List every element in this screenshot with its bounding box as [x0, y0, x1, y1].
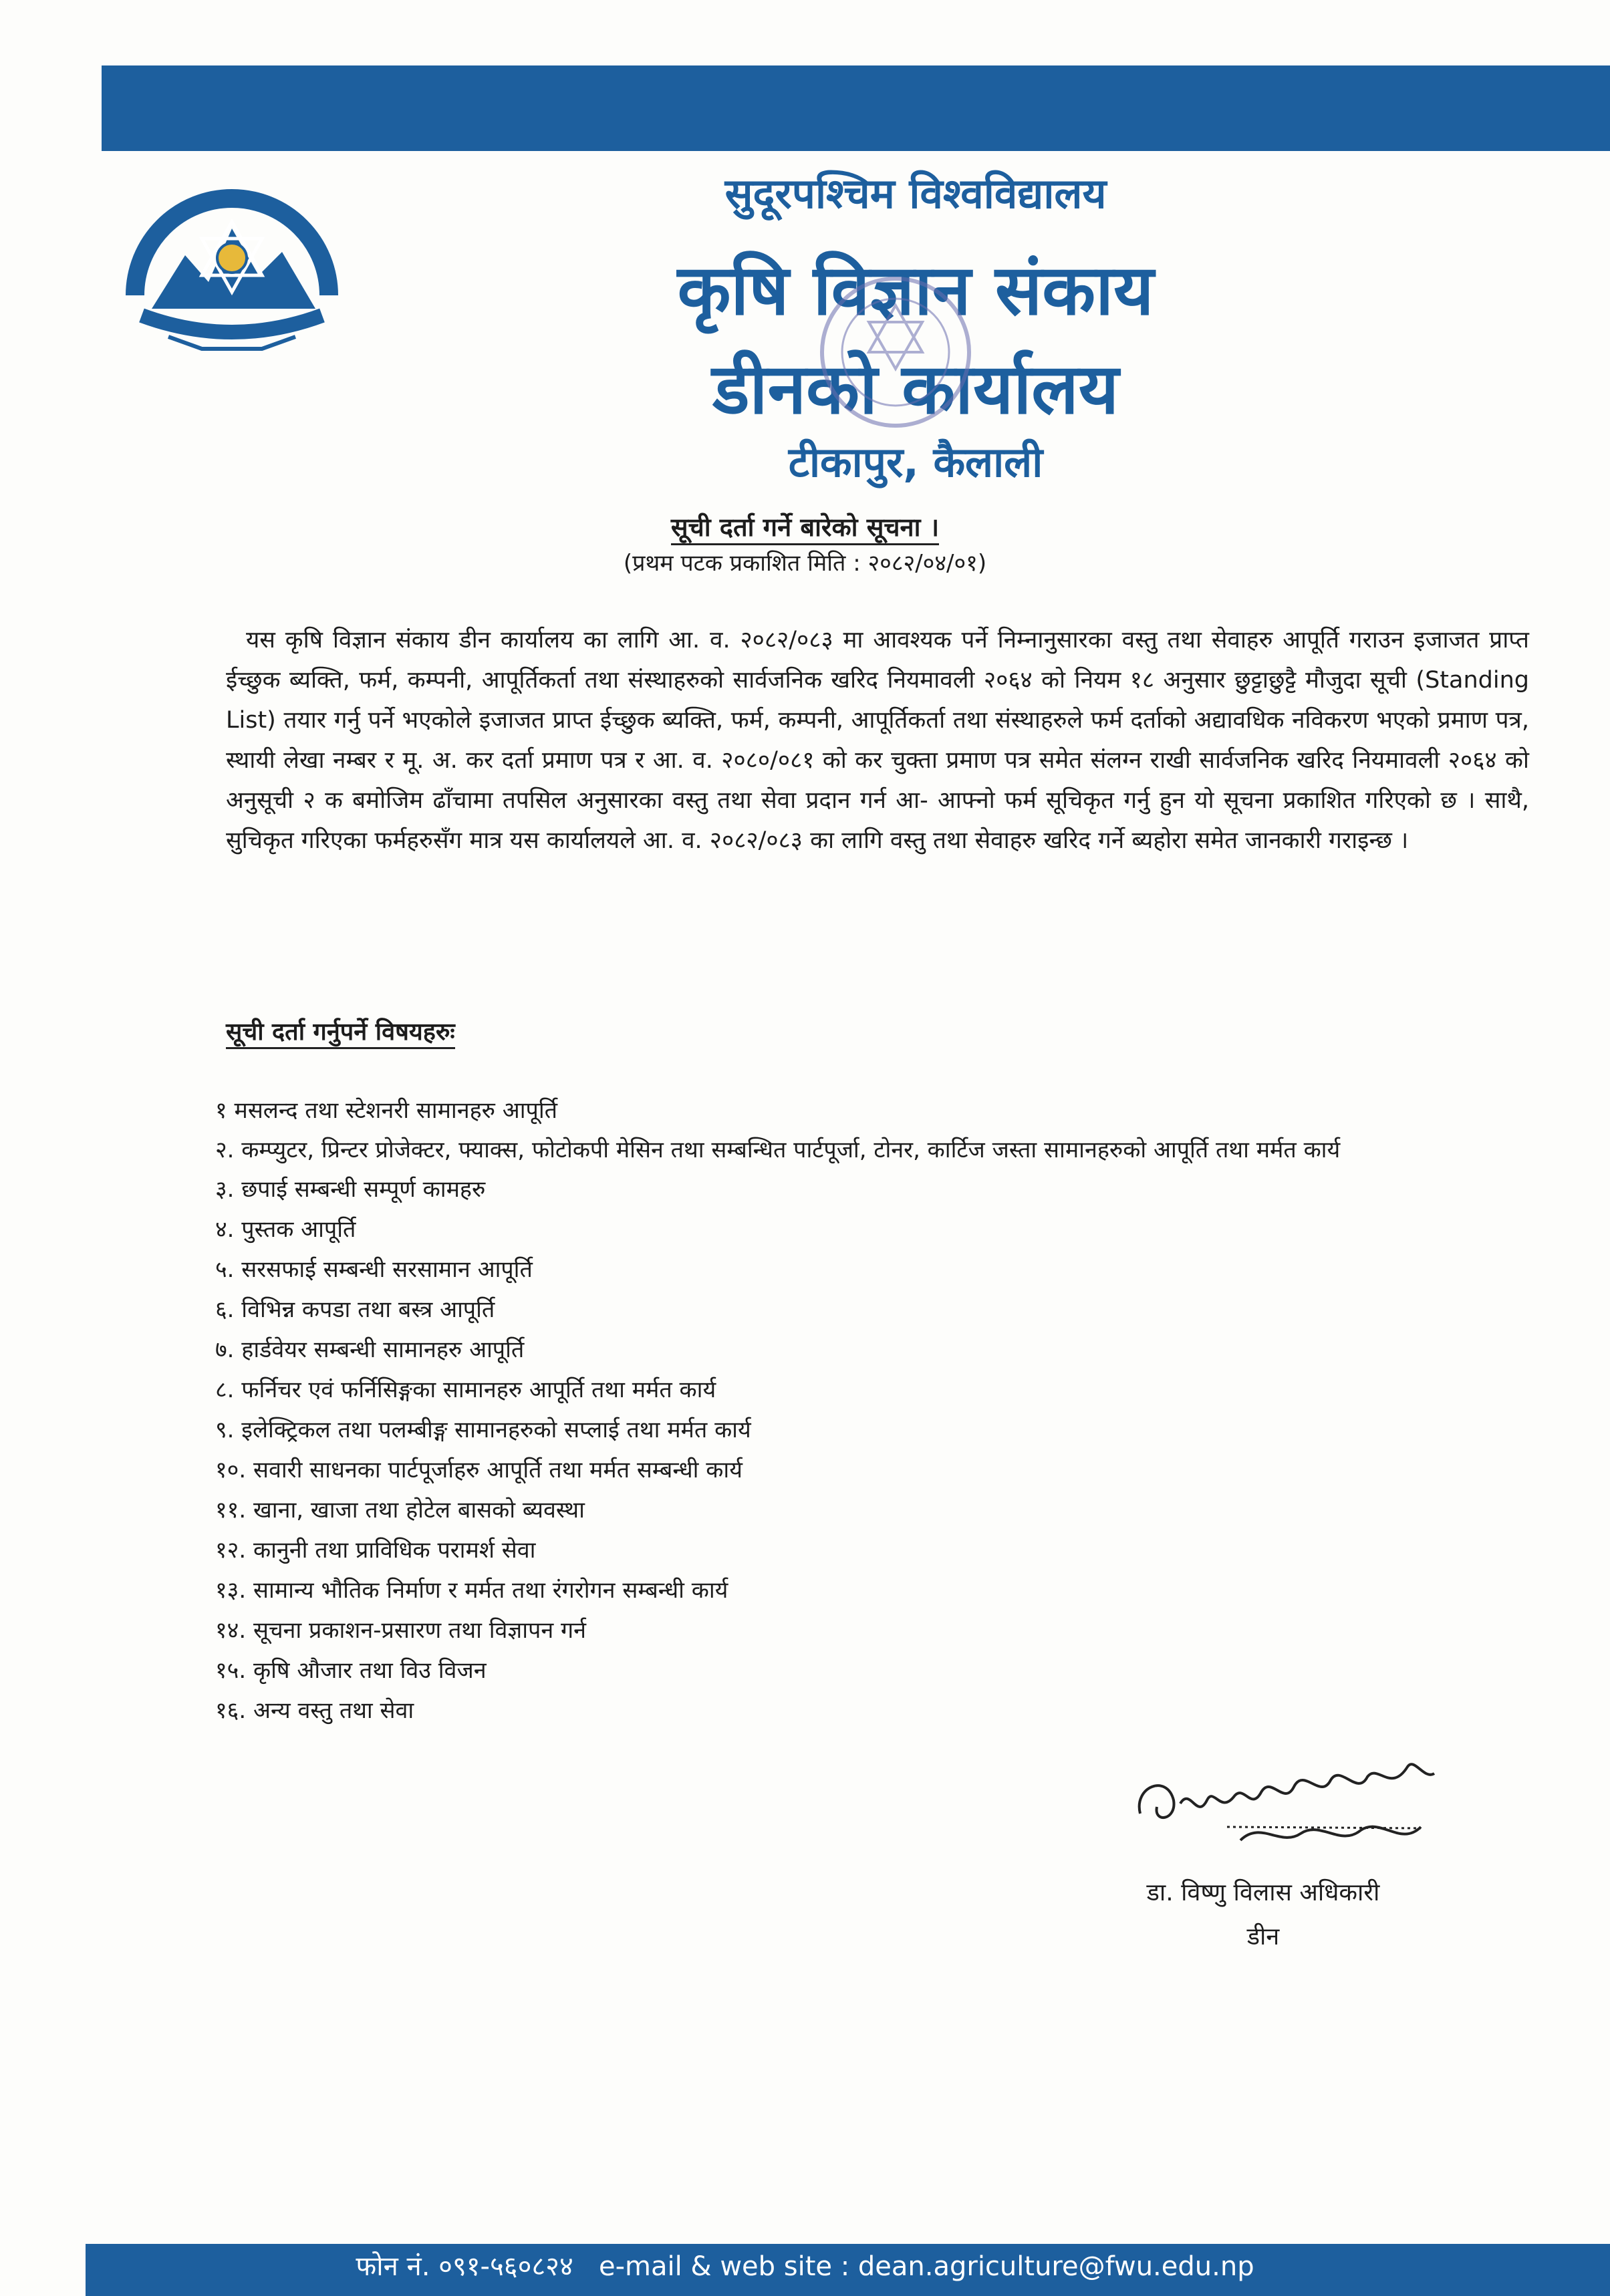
footer-phone: फोन नं. ०९१-५६०८२४: [356, 2251, 573, 2282]
notice-title: सूची दर्ता गर्ने बारेको सूचना ।: [0, 509, 1610, 544]
list-item: २. कम्प्युटर, प्रिन्टर प्रोजेक्टर, फ्याक्स, फोटोकपी मेसिन तथा सम्बन्धित पार्टपूर्जा, टोनर, कार्टिज जस्ता सामानहरुको आपूर्ति तथा मर्मत कार्य: [215, 1137, 1341, 1163]
category-list: [215, 1091, 1351, 1731]
signatory-name: डा. विष्णु विलास अधिकारी: [1146, 1879, 1380, 1906]
list-item: १ मसलन्द तथा स्टेशनरी सामानहरु आपूर्ति: [215, 1097, 558, 1124]
list-item: ११. खाना, खाजा तथा होटेल बासको ब्यवस्था: [215, 1497, 585, 1524]
office-name: डीनको कार्यालय: [712, 348, 1119, 430]
list-item: १६. अन्य वस्तु तथा सेवा: [215, 1697, 414, 1724]
list-item: ६. विभिन्न कपडा तथा बस्त्र आपूर्ति: [215, 1296, 495, 1323]
list-item: १३. सामान्य भौतिक निर्माण र मर्मत तथा रंगरोगन सम्बन्धी कार्य: [215, 1577, 728, 1604]
faculty-name: कृषि विज्ञान संकाय: [677, 249, 1154, 331]
header-band: [102, 65, 1610, 151]
list-heading: सूची दर्ता गर्नुपर्ने विषयहरुः: [226, 1014, 455, 1047]
notice-publish-date: (प्रथम पटक प्रकाशित मिति : २०८२/०४/०१): [623, 550, 987, 577]
list-item: ५. सरसफाई सम्बन्धी सरसामान आपूर्ति: [215, 1256, 533, 1283]
university-logo: [122, 182, 342, 357]
list-item: ८. फर्निचर एवं फर्निसिङ्गका सामानहरु आपूर्ति तथा मर्मत कार्य: [215, 1377, 716, 1403]
university-name: सुदूरपश्चिम विश्वविद्यालय: [724, 169, 1107, 218]
list-item: ९. इलेक्ट्रिकल तथा पलम्बीङ्ग सामानहरुको सप्लाई तथा मर्मत कार्य: [215, 1417, 751, 1443]
list-item: ७. हार्डवेयर सम्बन्धी सामानहरु आपूर्ति: [215, 1336, 525, 1363]
notice-body: यस कृषि विज्ञान संकाय डीन कार्यालय का लागि आ. व. २०८२/०८३ मा आवश्यक पर्ने निम्नानुसारका वस्तु तथा सेवाहरु आपूर्ति गराउन इजाजत प्राप्त ईच्छुक ब्यक्ति, फर्म, कम्पनी, आपूर्तिकर्ता तथा संस्थाहरुको सार्वजनिक खरिद नियमावली २०६४ को नियम १८ अनुसार छुट्टाछुट्टै मौजुदा सूची (Standing List) तयार गर्नु पर्ने भएकोले इजाजत प्राप्त ईच्छुक ब्यक्ति, फर्म, कम्पनी, आपूर्तिकर्ता तथा संस्थाहरुले फर्म दर्ताको अद्यावधिक नविकरण भएको प्रमाण पत्र, स्थायी लेखा नम्बर र मू. अ. कर दर्ता प्रमाण पत्र र आ. व. २०८०/०८१ को कर चुक्ता प्रमाण पत्र समेत संलग्न राखी सार्वजनिक खरिद नियमावली २०६४ को अनुसूची २ क बमोजिम ढाँचामा तपसिल अनुसारका वस्तु तथा सेवा प्रदान गर्न आ- आफ्नो फर्म सूचिकृत गर्नु हुन यो सूचना प्रकाशित गरिएको छ । साथै, सुचिकृत गरिएका फर्महरुसँग मात्र यस कार्यालयले आ. व. २०८२/०८३ का लागि वस्तु तथा सेवाहरु खरिद गर्ने ब्यहोरा समेत जानकारी गराइन्छ ।: [226, 627, 1529, 854]
signatory-title: डीन: [1246, 1923, 1280, 1951]
list-item: १०. सवारी साधनका पार्टपूर्जाहरु आपूर्ति तथा मर्मत सम्बन्धी कार्य: [215, 1457, 743, 1483]
list-item: ३. छपाई सम्बन्धी सम्पूर्ण कामहरु: [215, 1176, 486, 1203]
handwritten-signature: [1127, 1740, 1461, 1867]
list-item: १५. कृषि औजार तथा विउ विजन: [215, 1657, 487, 1684]
office-location: टीकापुर, कैलाली: [788, 438, 1043, 486]
list-item: १४. सूचना प्रकाशन-प्रसारण तथा विज्ञापन गर्न: [215, 1617, 587, 1644]
list-item: १२. कानुनी तथा प्राविधिक परामर्श सेवा: [215, 1537, 536, 1564]
office-seal-stamp: [812, 269, 979, 436]
footer-email: e-mail & web site : dean.agriculture@fwu.edu.np: [598, 2251, 1254, 2282]
list-item: ४. पुस्तक आपूर्ति: [215, 1216, 356, 1243]
footer-contact: [0, 2247, 1610, 2283]
